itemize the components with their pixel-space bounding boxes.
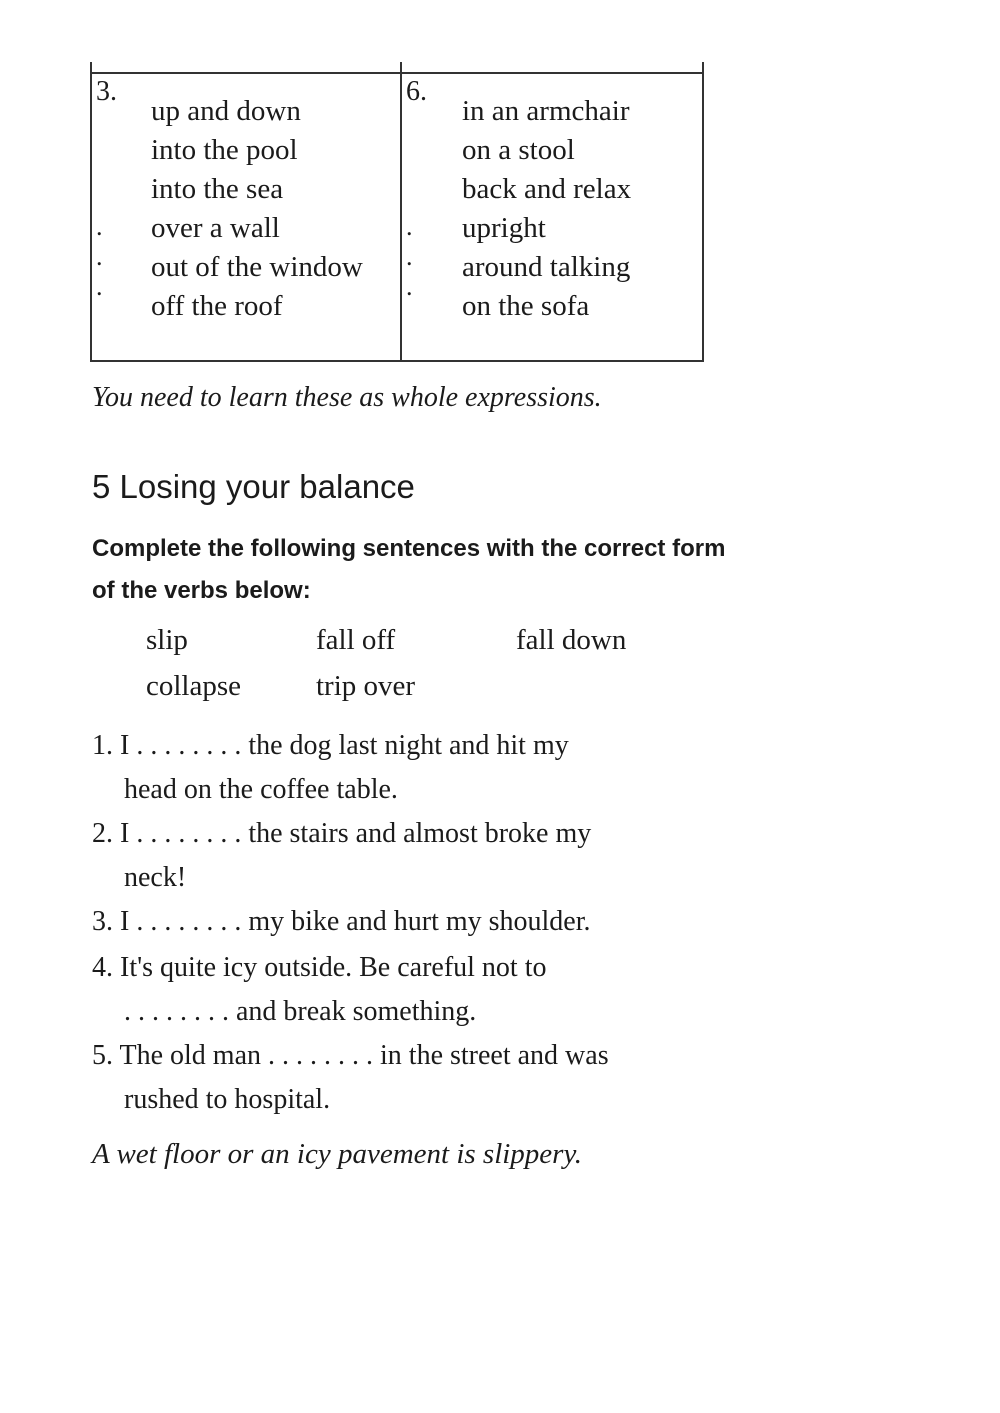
list-item: into the pool — [151, 134, 298, 166]
tip-note: A wet floor or an icy pavement is slippery. — [92, 1138, 582, 1170]
exercise-item — [92, 946, 712, 1034]
list-item: on a stool — [462, 134, 575, 166]
table-bottom-border — [90, 360, 704, 362]
exercise-line: 3. I . . . . . . . . my bike and hurt my shoulder. — [92, 906, 591, 937]
column-number: 6. — [406, 76, 427, 107]
exercise-line: 4. It's quite icy outside. Be careful not to — [92, 952, 547, 983]
table-top-border — [90, 72, 704, 74]
blank-dots: . . . — [96, 212, 105, 301]
column-number: 3. — [96, 76, 117, 107]
instruction: Complete the following sentences with the correct form of the verbs below: — [92, 535, 726, 604]
list-item: over a wall — [151, 212, 280, 244]
exercise-item — [92, 900, 712, 944]
list-item: back and relax — [462, 173, 632, 205]
learning-note: You need to learn these as whole expressions. — [92, 382, 602, 413]
table-right-border — [702, 62, 704, 362]
word-bank-item: fall down — [516, 624, 627, 656]
exercise-item — [92, 812, 712, 900]
list-item: upright — [462, 212, 546, 244]
table-middle-border — [400, 62, 402, 362]
expressions-table — [90, 62, 704, 362]
exercise-item — [92, 1034, 712, 1122]
expression-list — [151, 92, 363, 326]
exercise-line: . . . . . . . . and break something. — [124, 996, 477, 1027]
exercise-line: 2. I . . . . . . . . the stairs and almost broke my — [92, 818, 592, 849]
list-item: in an armchair — [462, 95, 630, 127]
exercise-line: 1. I . . . . . . . . the dog last night and hit my — [92, 730, 569, 761]
expression-list — [462, 92, 631, 326]
list-item: on the sofa — [462, 290, 590, 322]
list-item: into the sea — [151, 173, 284, 205]
word-bank-item: fall off — [316, 624, 396, 656]
exercise-line: rushed to hospital. — [124, 1084, 331, 1115]
list-item: out of the window — [151, 251, 363, 283]
word-bank-item: trip over — [316, 670, 416, 702]
blank-dots: . . . — [406, 212, 415, 301]
exercise-line: head on the coffee table. — [124, 774, 398, 805]
exercise-item — [92, 724, 712, 812]
word-bank-item: slip — [146, 624, 188, 656]
exercise-line: 5. The old man . . . . . . . . in the street and was — [92, 1040, 609, 1071]
list-item: around talking — [462, 251, 631, 283]
list-item: up and down — [151, 95, 301, 127]
word-bank-item: collapse — [146, 670, 242, 702]
table-left-border — [90, 62, 92, 362]
list-item: off the roof — [151, 290, 283, 322]
exercise-line: neck! — [124, 862, 187, 893]
section-title: 5 Losing your balance — [92, 468, 415, 505]
